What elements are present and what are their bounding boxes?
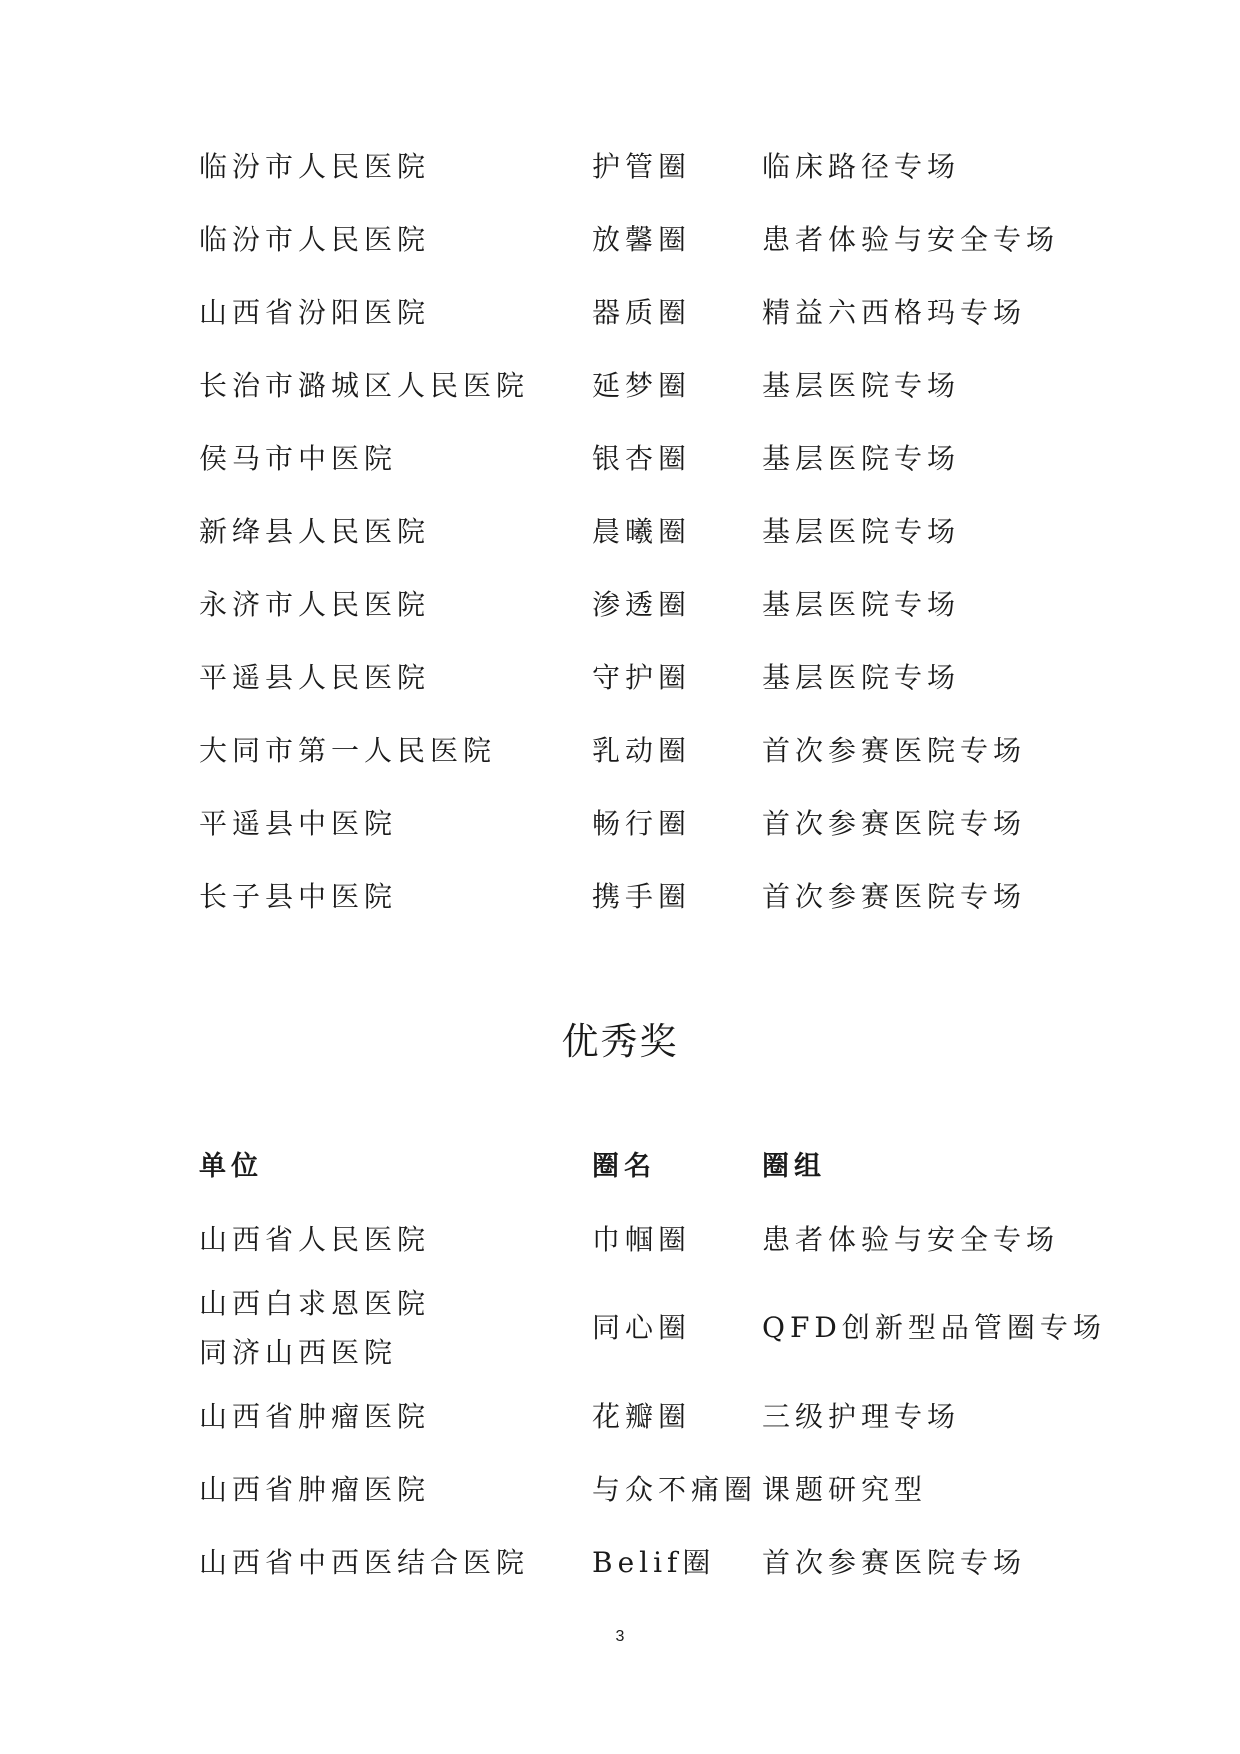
circle-group-cell: 三级护理专场 [762,1400,961,1433]
table-row [0,1543,1240,1583]
page-number: 3 [615,1628,625,1645]
table-row [0,439,1240,479]
circle-group-cell: 基层医院专场 [762,515,961,548]
circle-group-cell: 基层医院专场 [762,369,961,402]
circle-name-cell: 放馨圈 [592,223,692,256]
circle-name-cell: 渗透圈 [592,588,692,621]
unit-cell: 新绛县人民医院 [199,515,431,548]
unit-cell: 永济市人民医院 [199,588,431,621]
circle-name-cell: 器质圈 [592,296,692,329]
section-title: 优秀奖 [561,1020,679,1063]
table-row [0,147,1240,187]
unit-cell: 长治市潞城区人民医院 [199,369,530,402]
header-circle-name: 圈名 [592,1151,656,1182]
circle-name-cell: 花瓣圈 [592,1400,692,1433]
circle-name-cell: 延梦圈 [592,369,692,402]
circle-group-cell: 基层医院专场 [762,661,961,694]
table-row [0,731,1240,771]
circle-name-cell: 乳动圈 [592,734,692,767]
circle-name-cell: 银杏圈 [592,442,692,475]
unit-cell: 临汾市人民医院 [199,223,431,256]
circle-name-cell: 畅行圈 [592,807,692,840]
circle-group-cell: 基层医院专场 [762,442,961,475]
unit-cell: 大同市第一人民医院 [199,734,497,767]
circle-name-cell: Belif圈 [592,1546,716,1579]
unit-cell: 长子县中医院 [199,880,398,913]
unit-cell: 山西省汾阳医院 [199,296,431,329]
table-row [0,1220,1240,1260]
unit-cell: 平遥县人民医院 [199,661,431,694]
unit-cell: 侯马市中医院 [199,442,398,475]
circle-group-cell: QFD创新型品管圈专场 [762,1311,1106,1344]
table-row [0,585,1240,625]
circle-group-cell: 基层医院专场 [762,588,961,621]
circle-name-cell: 守护圈 [592,661,692,694]
circle-group-cell: 临床路径专场 [762,150,961,183]
circle-group-cell: 首次参赛医院专场 [762,1546,1027,1579]
table-row [0,877,1240,917]
circle-group-cell: 首次参赛医院专场 [762,880,1027,913]
circle-group-cell: 首次参赛医院专场 [762,734,1027,767]
unit-line-1: 山西白求恩医院 [199,1287,431,1320]
unit-cell: 平遥县中医院 [199,807,398,840]
circle-group-cell: 患者体验与安全专场 [762,1223,1060,1256]
circle-name-cell: 同心圈 [592,1311,692,1344]
table-header-row [0,1147,1240,1187]
unit-cell: 临汾市人民医院 [199,150,431,183]
unit-cell: 山西省中西医结合医院 [199,1546,530,1579]
table-row [0,658,1240,698]
circle-group-cell: 患者体验与安全专场 [762,223,1060,256]
unit-cell: 山西省肿瘤医院 [199,1400,431,1433]
circle-name-cell: 晨曦圈 [592,515,692,548]
circle-name-cell: 巾帼圈 [592,1223,692,1256]
circle-name-cell: 与众不痛圈 [592,1473,758,1506]
header-circle-group: 圈组 [762,1151,826,1182]
unit-cell: 山西省肿瘤医院 [199,1473,431,1506]
unit-cell [199,1279,430,1377]
circle-name-cell: 护管圈 [592,150,692,183]
circle-group-cell: 首次参赛医院专场 [762,807,1027,840]
header-unit: 单位 [199,1151,263,1182]
table-row [0,293,1240,333]
table-row [0,1279,1240,1377]
circle-group-cell: 课题研究型 [762,1473,928,1506]
circle-group-cell: 精益六西格玛专场 [762,296,1027,329]
unit-cell: 山西省人民医院 [199,1223,431,1256]
table-row [0,366,1240,406]
circle-name-cell: 携手圈 [592,880,692,913]
table-row [0,804,1240,844]
unit-line-2: 同济山西医院 [199,1336,398,1369]
table-row [0,1397,1240,1437]
table-row [0,1470,1240,1510]
table-row [0,220,1240,260]
table-row [0,512,1240,552]
